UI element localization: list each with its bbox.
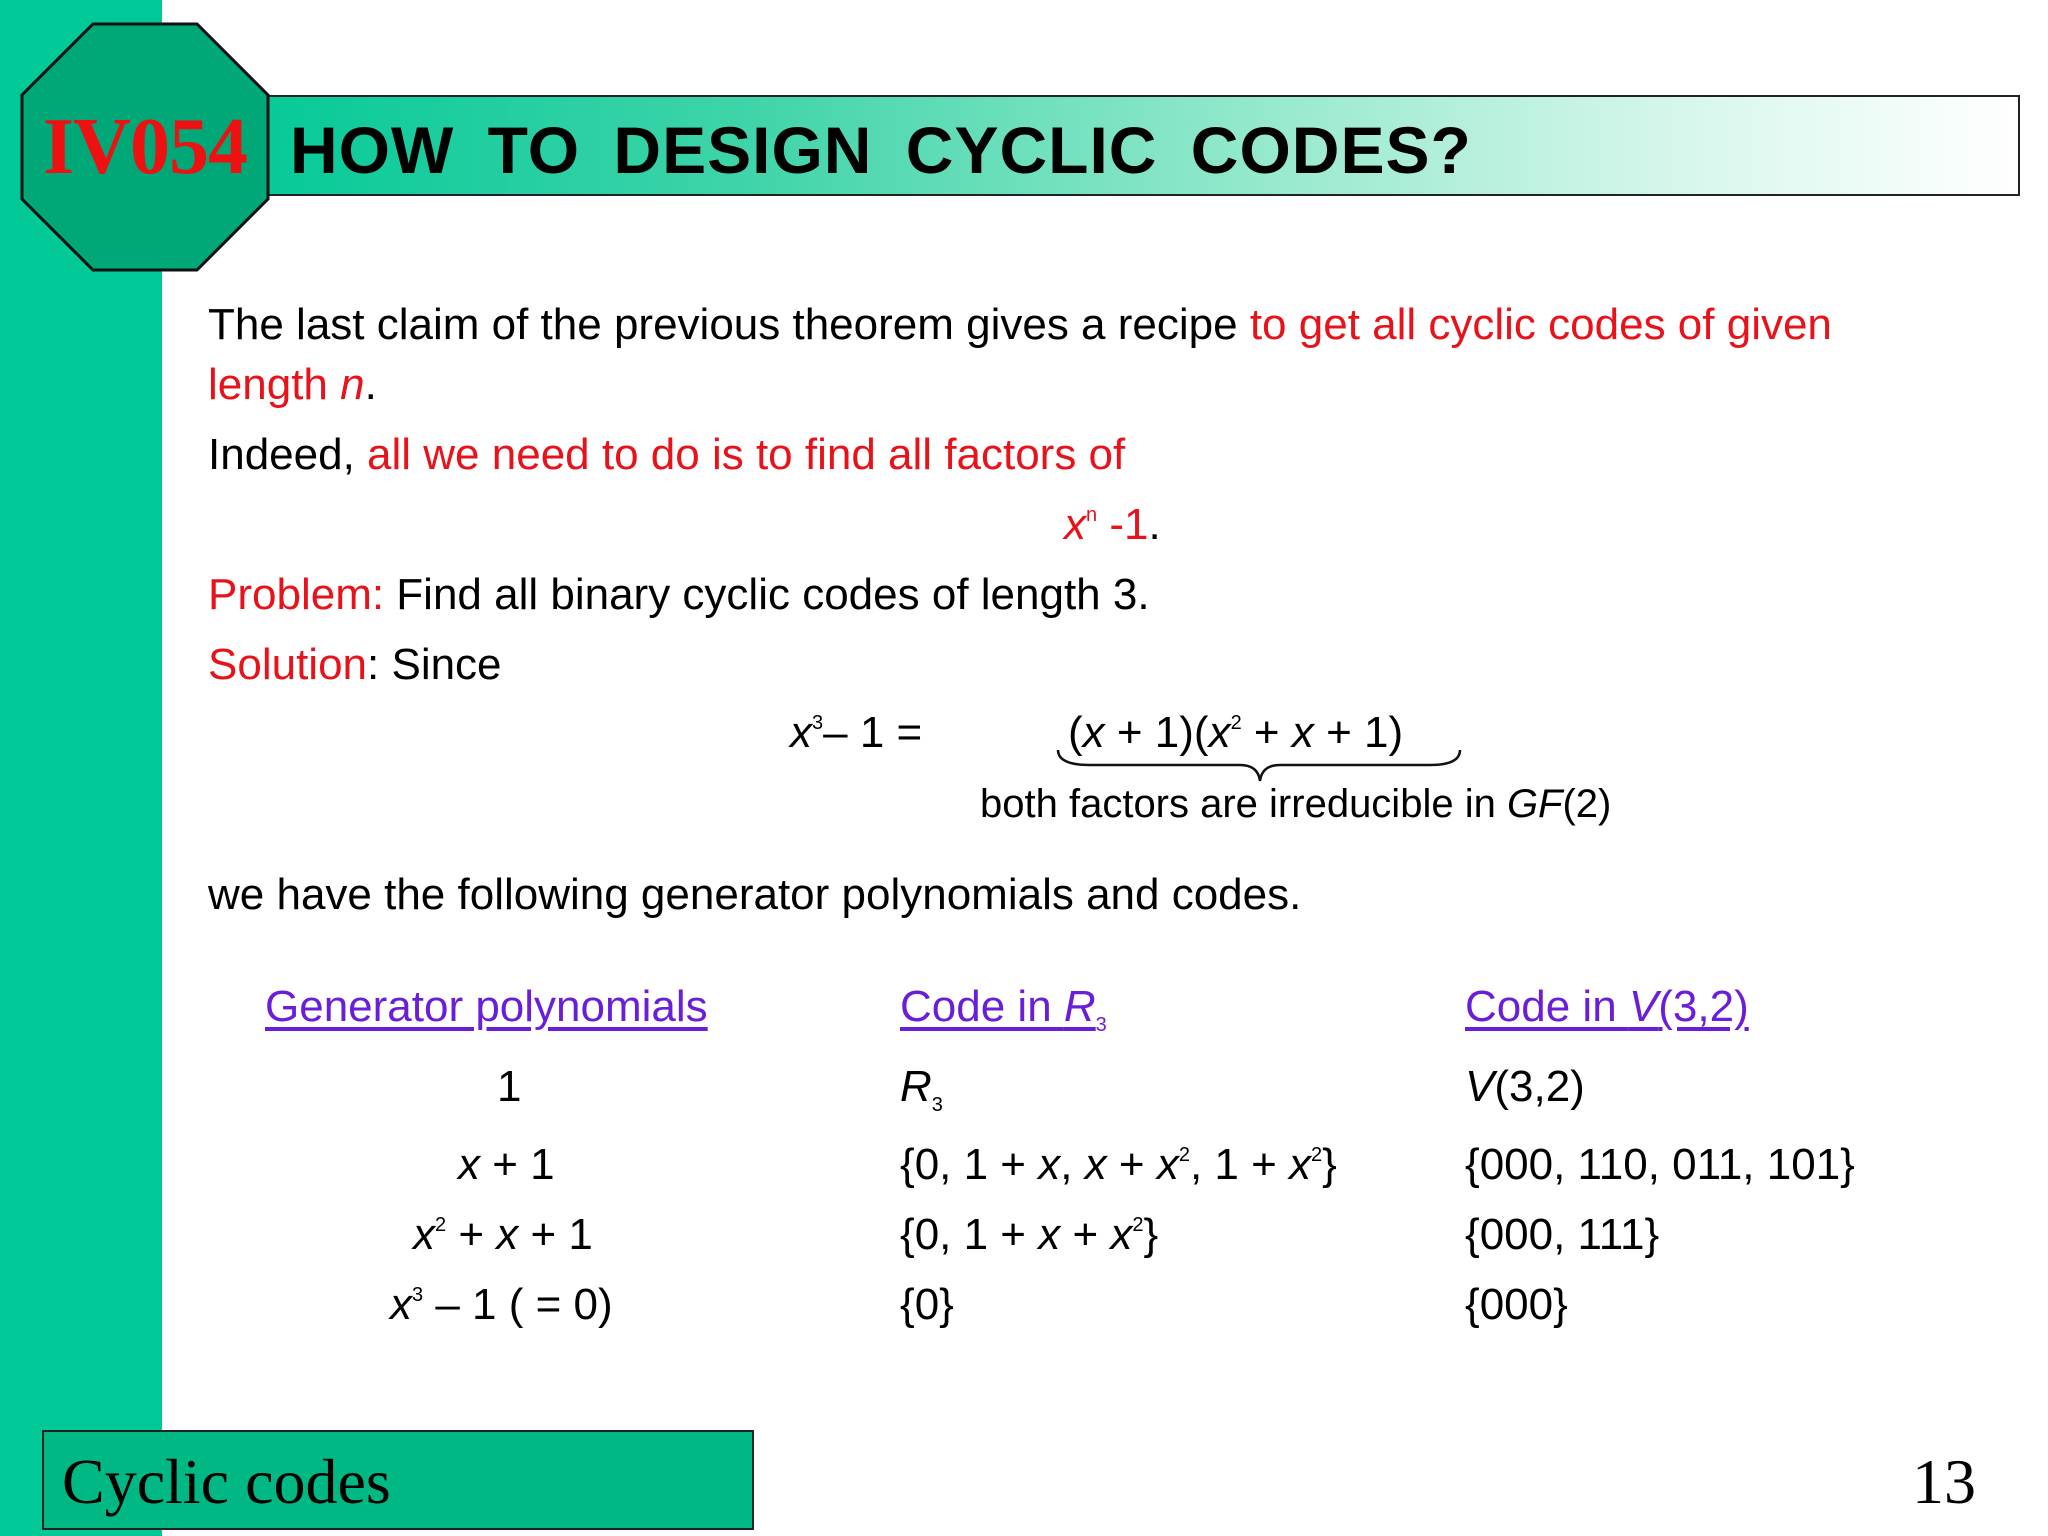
table-row-4-code-r: {0} [900, 1280, 954, 1329]
table-row-3-code-v: {000, 111} [1465, 1210, 1660, 1259]
course-code: IV054 [43, 102, 247, 191]
table-row-1-code-v: V(3,2) [1465, 1062, 1585, 1111]
page-title: HOW TO DESIGN CYCLIC CODES? [290, 113, 1472, 187]
table-row-2-code-v: {000, 110, 011, 101} [1465, 1140, 1855, 1189]
solution-statement: Solution: Since [208, 640, 502, 689]
formula-xn-minus-1: $x^n$ -1. [1064, 500, 1161, 549]
table-row-2-generator: x + 1 [458, 1140, 555, 1189]
table-header-code-r3: Code in $R_3$ [900, 982, 1107, 1036]
problem-statement: Problem: Find all binary cyclic codes of length 3. [208, 570, 1150, 619]
page-number: 13 [1912, 1446, 1976, 1517]
equation-lhs: $x^3-$ 1 = [790, 708, 923, 757]
paragraph-intro: The last claim of the previous theorem gives a recipe to get all cyclic codes of given [208, 300, 1832, 349]
paragraph-indeed: Indeed, all we need to do is to find all factors of [208, 430, 1126, 479]
table-row-4-code-v: {000} [1465, 1280, 1568, 1329]
paragraph-conclusion: we have the following generator polynomials and codes. [208, 870, 1302, 919]
brace-note: both factors are irreducible in GF(2) [980, 782, 1612, 826]
footer-topic: Cyclic codes [62, 1446, 391, 1517]
table-row-1-code-r: $R_3$ [900, 1062, 943, 1116]
table-row-2-code-r: {0, 1 + x, $x + x^2$, $1 + x^2$} [900, 1140, 1337, 1189]
underbrace [1050, 745, 1470, 785]
equation-rhs: $(x + 1)(x^2 + x + 1)$ [1068, 708, 1404, 757]
table-header-code-v32: Code in V(3,2) [1465, 982, 1749, 1031]
table-row-1-generator: 1 [497, 1062, 522, 1111]
paragraph-intro-cont: length n. [208, 360, 377, 409]
table-row-3-generator: $x^2 + x + 1$ [413, 1210, 593, 1259]
table-header-generator: Generator polynomials [265, 982, 708, 1031]
table-row-4-generator: $x^3 - 1$ ( = 0) [390, 1280, 613, 1329]
table-row-3-code-r: {0, $1 + x + x^2$} [900, 1210, 1159, 1259]
